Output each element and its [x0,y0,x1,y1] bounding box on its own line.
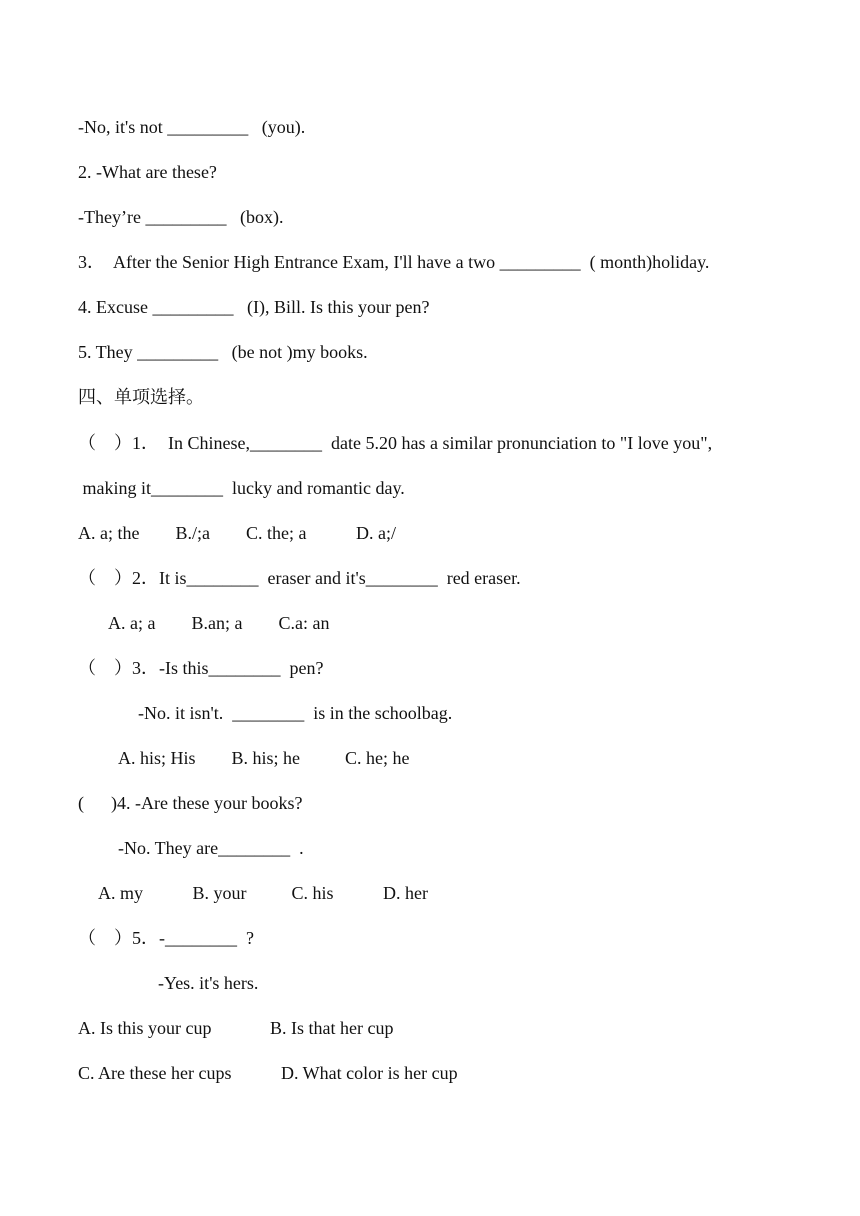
mc-q2-options: A. a; a B.an; a C.a: an [108,613,330,633]
mc-q5-options-cd: C. Are these her cups D. What color is her cup [78,1063,458,1083]
mc-q5-options-ab: A. Is this your cup B. Is that her cup [78,1018,394,1038]
mc-q3-options: A. his; His B. his; he C. he; he [118,748,410,768]
line-q2-answer: -They’re _________ (box). [78,207,284,227]
line-q4: 4. Excuse _________ (I), Bill. Is this your pen? [78,297,430,317]
line-you: -No, it's not _________ (you). [78,117,306,137]
line-q5: 5. They _________ (be not )my books. [78,342,368,362]
line-q2-question: 2. -What are these? [78,162,217,182]
mc-q3-stem: （ ）3．-Is this________ pen? [78,658,324,678]
mc-q1-stem-cont: making it________ lucky and romantic day. [78,478,405,498]
mc-q1-options: A. a; the B./;a C. the; a D. a;/ [78,523,396,543]
mc-q3-stem-cont: -No. it isn't. ________ is in the schoolbag. [138,703,453,723]
mc-q4-stem: ( )4. -Are these your books? [78,793,303,813]
mc-q1-stem: （ ）1． In Chinese,________ date 5.20 has a similar pronunciation to "I love you", [78,433,713,453]
mc-q4-stem-cont: -No. They are________ . [118,838,304,858]
mc-q5-stem-cont: -Yes. it's hers. [158,973,259,993]
line-q3: 3． After the Senior High Entrance Exam, I'll have a two _________ ( month)holiday. [78,252,710,272]
mc-q4-options: A. my B. your C. his D. her [98,883,428,903]
section-heading: 四、单项选择。 [78,387,204,407]
mc-q2-stem: （ ）2．It is________ eraser and it's________ red eraser. [78,568,521,588]
mc-q5-stem: （ ）5．-________ ? [78,928,254,948]
